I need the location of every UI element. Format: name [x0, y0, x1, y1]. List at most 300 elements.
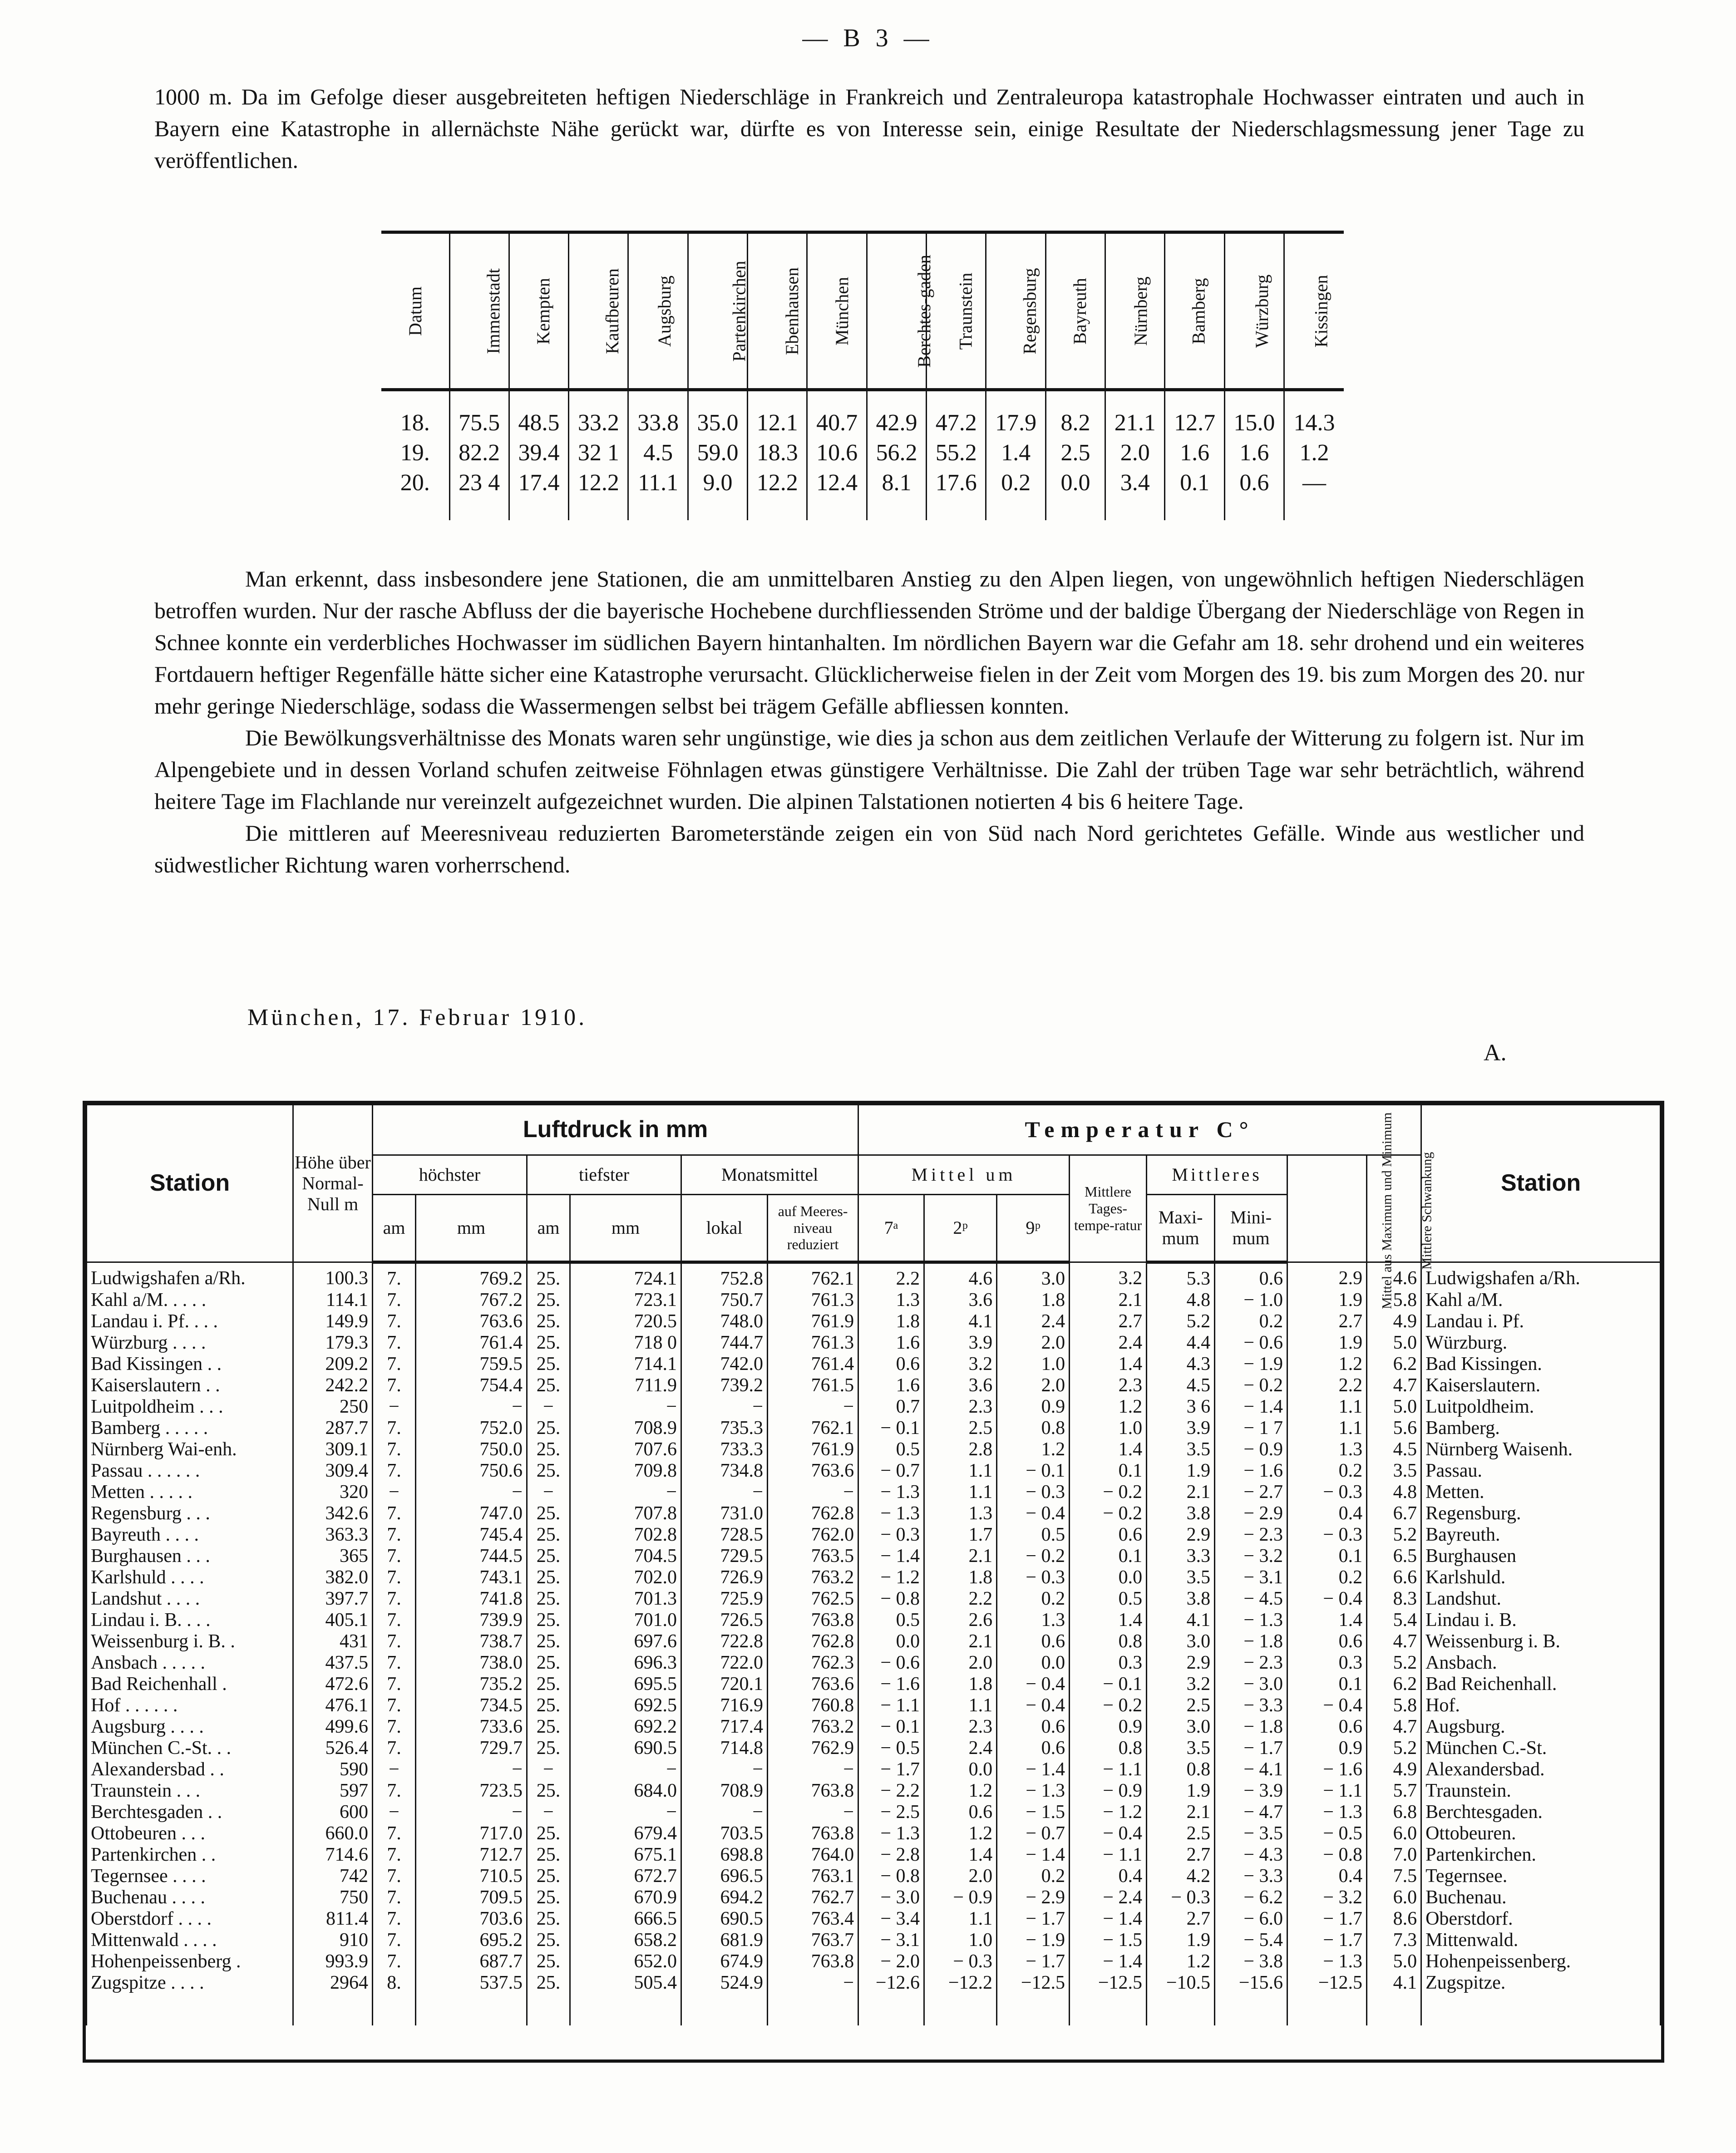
precip-cell: 75.5 [449, 390, 509, 438]
min-day-cell: 25. [527, 1460, 570, 1482]
precip-cell: 17.9 [986, 390, 1046, 438]
precip-cell: 0.0 [1046, 468, 1105, 498]
elevation-cell: 993.9 [293, 1951, 373, 1972]
mean-min-cell: − 4.5 [1215, 1588, 1287, 1610]
station-name-right-cell: Bamberg. [1421, 1418, 1661, 1439]
elevation-cell: 287.7 [293, 1418, 373, 1439]
max-pressure-cell: 761.4 [416, 1332, 527, 1354]
body-paragraph: Die Bewölkungsverhältnisse des Monats waren sehr ungünstige, wie dies ja schon aus dem zeitlichen Verlaufe der Witterung zu folgern ist. Nur im Alpengebiete und in dessen Vorland schufen zeitweise Föhnlagen etwas günstigere Verhältnisse. Die Zahl der trüben Tage war sehr beträchtlich, während heitere Tage im Flachlande nur vereinzelt aufgezeichnet wurden. Die alpinen Talstationen notierten 4 bis 6 heitere Tage. [154, 725, 1584, 814]
temp-7a-cell: − 1.7 [858, 1759, 924, 1780]
daily-mean-temp-cell: − 2.4 [1070, 1887, 1147, 1908]
min-pressure-cell: − [570, 1482, 681, 1503]
spacer-cell [858, 1994, 924, 2025]
table-row [87, 1631, 1661, 1652]
precip-cell: 12.2 [569, 468, 628, 498]
date-cell: 20. [400, 469, 430, 496]
temp-2p-cell: 2.1 [924, 1546, 997, 1567]
min-day-cell: 25. [527, 1695, 570, 1716]
mean-local-cell: 703.5 [681, 1823, 768, 1844]
temp-2p-cell: 2.2 [924, 1588, 997, 1610]
table-row [381, 468, 1344, 498]
temp-7a-cell: 0.6 [858, 1354, 924, 1375]
precip-cell: 33.8 [628, 390, 688, 438]
temp-9p-cell: 1.3 [997, 1610, 1070, 1631]
precip-cell: 0.1 [1165, 468, 1224, 498]
station-name-right-cell: Berchtesgaden. [1421, 1802, 1661, 1823]
max-day-cell: 7. [373, 1866, 416, 1887]
daily-mean-temp-cell: 0.0 [1070, 1567, 1147, 1588]
table-row [87, 1972, 1661, 1994]
min-pressure-cell: 658.2 [570, 1930, 681, 1951]
mean-max-min-cell: − 1.7 [1287, 1908, 1367, 1930]
mean-max-min-cell: − 1.3 [1287, 1802, 1367, 1823]
min-day-cell: 25. [527, 1930, 570, 1951]
mean-min-cell: − 2.3 [1215, 1524, 1287, 1546]
mean-max-cell: 3.3 [1147, 1546, 1215, 1567]
mean-max-cell: 4.5 [1147, 1375, 1215, 1396]
min-day-cell: − [527, 1482, 570, 1503]
table-row [87, 1930, 1661, 1951]
temp-9p-cell: − 2.9 [997, 1887, 1070, 1908]
max-day-cell: 7. [373, 1738, 416, 1759]
mean-local-cell: − [681, 1759, 768, 1780]
max-pressure-cell: 712.7 [416, 1844, 527, 1866]
sea-level-header: auf Meeres-niveau reduziert [768, 1195, 858, 1262]
spacer-cell [381, 498, 449, 520]
precipitation-table [381, 231, 1344, 533]
mean-max-min-cell: −12.5 [1287, 1972, 1367, 1994]
elevation-cell: 397.7 [293, 1588, 373, 1610]
min-day-cell: 25. [527, 1631, 570, 1652]
spacer-cell [997, 1994, 1070, 2025]
station-name-cell: Buchenau . . . . [87, 1887, 293, 1908]
temp-2p-cell: 1.1 [924, 1908, 997, 1930]
spacer-cell [293, 1994, 373, 2025]
max-day-cell: 7. [373, 1567, 416, 1588]
elevation-cell: 365 [293, 1546, 373, 1567]
min-day-cell: 25. [527, 1823, 570, 1844]
max-pressure-cell: − [416, 1802, 527, 1823]
mean-local-cell: 733.3 [681, 1439, 768, 1460]
station-name-cell: Tegernsee . . . . [87, 1866, 293, 1887]
max-pressure-cell: 733.6 [416, 1716, 527, 1738]
temp-7a-cell: − 2.8 [858, 1844, 924, 1866]
mean-max-min-cell: − 0.4 [1287, 1588, 1367, 1610]
mean-max-cell: 2.7 [1147, 1844, 1215, 1866]
temp-9p-cell: − 1.4 [997, 1844, 1070, 1866]
daily-mean-temp-cell: 0.9 [1070, 1716, 1147, 1738]
station-name-cell: Bamberg . . . . . [87, 1418, 293, 1439]
mean-range-cell: 8.3 [1367, 1588, 1421, 1610]
monthly-mean-header: Monatsmittel [681, 1155, 858, 1195]
temp-7a-cell: − 0.5 [858, 1738, 924, 1759]
max-day-cell: 7. [373, 1332, 416, 1354]
mean-max-cell: 3.2 [1147, 1674, 1215, 1695]
mean-max-cell: 3.8 [1147, 1588, 1215, 1610]
temp-2p-cell: 1.0 [924, 1930, 997, 1951]
min-day-cell: 25. [527, 1844, 570, 1866]
max-pressure-cell: − [416, 1759, 527, 1780]
table-row [87, 1290, 1661, 1311]
min-pressure-cell: 709.8 [570, 1460, 681, 1482]
precip-header: Berchtes-gaden [867, 234, 926, 390]
mean-min-cell: − 1.0 [1215, 1290, 1287, 1311]
spacer-cell [87, 1994, 293, 2025]
precip-cell: 32 1 [569, 438, 628, 468]
table-row [87, 1908, 1661, 1930]
temp-9p-cell: 1.8 [997, 1290, 1070, 1311]
mean-sea-level-cell: 761.3 [768, 1290, 858, 1311]
table-row [87, 1738, 1661, 1759]
elevation-cell: 363.3 [293, 1524, 373, 1546]
elevation-cell: 499.6 [293, 1716, 373, 1738]
temp-7a-cell: 0.0 [858, 1631, 924, 1652]
temp-2p-cell: 1.4 [924, 1844, 997, 1866]
precip-cell: 1.6 [1165, 438, 1224, 468]
max-day-cell: 7. [373, 1439, 416, 1460]
max-pressure-cell: 734.5 [416, 1695, 527, 1716]
temp-9p-cell: − 1.5 [997, 1802, 1070, 1823]
mean-sea-level-cell: − [768, 1482, 858, 1503]
temp-7a-cell: − 0.1 [858, 1716, 924, 1738]
precip-cell: 2.0 [1105, 438, 1165, 468]
daily-mean-temp-cell: 0.8 [1070, 1738, 1147, 1759]
page-header: — B 3 — [802, 24, 934, 52]
spacer-cell [1215, 1994, 1287, 2025]
temp-9p-cell: − 0.4 [997, 1503, 1070, 1524]
mean-min-cell: − 5.4 [1215, 1930, 1287, 1951]
mean-range-cell: 4.7 [1367, 1375, 1421, 1396]
mean-local-cell: 725.9 [681, 1588, 768, 1610]
max-day-cell: 7. [373, 1262, 416, 1290]
station-name-cell: Bayreuth . . . . [87, 1524, 293, 1546]
mean-local-cell: 742.0 [681, 1354, 768, 1375]
temp-7a-cell: 1.8 [858, 1311, 924, 1332]
temp-7a-cell: 0.5 [858, 1610, 924, 1631]
precip-cell: 3.4 [1105, 468, 1165, 498]
station-name-cell: Nürnberg Wai-enh. [87, 1439, 293, 1460]
temp-9p-cell: 1.2 [997, 1439, 1070, 1460]
mean-min-cell: − 0.2 [1215, 1375, 1287, 1396]
mean-range-cell: 4.7 [1367, 1631, 1421, 1652]
temp-7a-cell: − 3.1 [858, 1930, 924, 1951]
mean-sea-level-cell: 763.4 [768, 1908, 858, 1930]
mean-min-cell: 0.6 [1215, 1262, 1287, 1290]
spacer-cell [1165, 498, 1224, 520]
temp-7a-cell: − 2.0 [858, 1951, 924, 1972]
temp-9p-cell: − 0.7 [997, 1823, 1070, 1844]
temp-2p-cell: 1.2 [924, 1780, 997, 1802]
precip-cell: 55.2 [927, 438, 986, 468]
max-day-cell: 7. [373, 1524, 416, 1546]
min-day-cell: − [527, 1759, 570, 1780]
table-row-spacer [87, 1994, 1661, 2025]
precip-cell: 10.6 [807, 438, 867, 468]
elevation-cell: 342.6 [293, 1503, 373, 1524]
precip-cell: 42.9 [867, 390, 926, 438]
daily-mean-temp-cell: 1.4 [1070, 1354, 1147, 1375]
min-day-cell: 25. [527, 1262, 570, 1290]
mean-min-cell: − 2.7 [1215, 1482, 1287, 1503]
mean-max-min-cell: 0.4 [1287, 1503, 1367, 1524]
spacer-cell [867, 498, 926, 520]
temp-7a-cell: − 1.3 [858, 1503, 924, 1524]
mean-local-cell: 744.7 [681, 1332, 768, 1354]
table-row [87, 1588, 1661, 1610]
mean-range-cell: 4.8 [1367, 1482, 1421, 1503]
mean-max-cell: 4.2 [1147, 1866, 1215, 1887]
max-day-cell: 7. [373, 1503, 416, 1524]
body-text [154, 563, 1584, 881]
mean-local-cell: 752.8 [681, 1262, 768, 1290]
station-name-right-cell: Kahl a/M. [1421, 1290, 1661, 1311]
station-name-cell: Mittenwald . . . . [87, 1930, 293, 1951]
spacer-cell [1070, 1994, 1147, 2025]
table-row [87, 1418, 1661, 1439]
temp-2p-cell: 1.8 [924, 1674, 997, 1695]
temp-9p-cell: − 1.3 [997, 1780, 1070, 1802]
mean-max-min-cell: 1.1 [1287, 1396, 1367, 1418]
station-name-cell: Hohenpeissenberg . [87, 1951, 293, 1972]
precip-cell: 8.1 [867, 468, 926, 498]
precip-cell: 82.2 [449, 438, 509, 468]
highest-header: höchster [373, 1155, 527, 1195]
max-day-cell: 7. [373, 1716, 416, 1738]
mean-local-cell: 698.8 [681, 1844, 768, 1866]
min-pressure-cell: 652.0 [570, 1951, 681, 1972]
station-name-cell: Partenkirchen . . [87, 1844, 293, 1866]
min-pressure-cell: 707.6 [570, 1439, 681, 1460]
mean-sea-level-cell: 763.7 [768, 1930, 858, 1951]
mean-local-cell: 734.8 [681, 1460, 768, 1482]
elevation-cell: 714.6 [293, 1844, 373, 1866]
station-name-cell: Landau i. Pf. . . . [87, 1311, 293, 1332]
temp-9p-cell: − 0.3 [997, 1567, 1070, 1588]
mean-range-cell: 8.6 [1367, 1908, 1421, 1930]
max-pressure-cell: 738.0 [416, 1652, 527, 1674]
max-day-cell: 7. [373, 1951, 416, 1972]
mean-range-cell: 6.2 [1367, 1674, 1421, 1695]
temp-9p-cell: − 0.2 [997, 1546, 1070, 1567]
mean-sea-level-cell: − [768, 1802, 858, 1823]
mean-range-cell: 5.0 [1367, 1951, 1421, 1972]
mean-sea-level-cell: 760.8 [768, 1695, 858, 1716]
station-header: Station [87, 1105, 293, 1262]
elevation-header: Höhe über Normal-Null m [293, 1105, 373, 1262]
max-pressure-cell: 735.2 [416, 1674, 527, 1695]
mean-sea-level-cell: 761.9 [768, 1311, 858, 1332]
min-pressure-cell: 690.5 [570, 1738, 681, 1759]
daily-mean-temp-cell: − 0.9 [1070, 1780, 1147, 1802]
mean-max-min-cell: − 1.3 [1287, 1951, 1367, 1972]
mean-range-cell: 5.0 [1367, 1396, 1421, 1418]
min-day-cell: 25. [527, 1908, 570, 1930]
station-name-right-cell: Ottobeuren. [1421, 1823, 1661, 1844]
daily-mean-temp-cell: −12.5 [1070, 1972, 1147, 1994]
precip-cell: 2.5 [1046, 438, 1105, 468]
station-name-right-cell: Hohenpeissenberg. [1421, 1951, 1661, 1972]
spacer-cell [768, 1994, 858, 2025]
temp-2p-cell: 2.1 [924, 1631, 997, 1652]
temp-7a-cell: 0.7 [858, 1396, 924, 1418]
mean-sea-level-cell: − [768, 1759, 858, 1780]
station-name-right-cell: Alexandersbad. [1421, 1759, 1661, 1780]
station-name-cell: München C.-St. . . [87, 1738, 293, 1759]
table-row [87, 1780, 1661, 1802]
temp-9p-cell: − 0.4 [997, 1674, 1070, 1695]
mean-sea-level-cell: 762.8 [768, 1631, 858, 1652]
header-row [87, 1105, 1661, 1155]
elevation-cell: 431 [293, 1631, 373, 1652]
precip-cell: 15.0 [1224, 390, 1284, 438]
precip-cell: 1.2 [1284, 438, 1344, 468]
mean-range-cell: 7.5 [1367, 1866, 1421, 1887]
spacer-cell [1105, 498, 1165, 520]
mean-max-min-cell: − 3.2 [1287, 1887, 1367, 1908]
mean-local-cell: 739.2 [681, 1375, 768, 1396]
station-name-cell: Luitpoldheim . . . [87, 1396, 293, 1418]
table-row [87, 1482, 1661, 1503]
date-line: München, 17. Februar 1910. [247, 1005, 587, 1030]
elevation-cell: 597 [293, 1780, 373, 1802]
station-name-right-cell: Passau. [1421, 1460, 1661, 1482]
mean-range-cell: 4.9 [1367, 1311, 1421, 1332]
precip-cell: 39.4 [509, 438, 568, 468]
mean-range-cell: 6.2 [1367, 1354, 1421, 1375]
max-pressure-cell: 703.6 [416, 1908, 527, 1930]
mean-local-cell: 694.2 [681, 1887, 768, 1908]
mean-max-min-cell: − 1.7 [1287, 1930, 1367, 1951]
temp-7a-cell: − 1.6 [858, 1674, 924, 1695]
min-day-cell: 25. [527, 1951, 570, 1972]
station-name-right-cell: Luitpoldheim. [1421, 1396, 1661, 1418]
mean-min-cell: − 4.7 [1215, 1802, 1287, 1823]
mean-range-cell: 4.6 [1367, 1262, 1421, 1290]
mean-range-header: Mittlere Schwankung [1367, 1155, 1421, 1262]
daily-mean-temp-cell: 0.4 [1070, 1866, 1147, 1887]
min-pressure-cell: 708.9 [570, 1418, 681, 1439]
min-pressure-cell: − [570, 1802, 681, 1823]
min-pressure-cell: 707.8 [570, 1503, 681, 1524]
elevation-cell: 179.3 [293, 1332, 373, 1354]
temperature-header: Temperatur C° [858, 1105, 1421, 1155]
min-day-cell: 25. [527, 1972, 570, 1994]
precip-cell: 23 4 [449, 468, 509, 498]
station-name-right-cell: Würzburg. [1421, 1332, 1661, 1354]
am-header: am [527, 1195, 570, 1262]
max-pressure-cell: 752.0 [416, 1418, 527, 1439]
mean-max-cell: 3.8 [1147, 1503, 1215, 1524]
mean-range-cell: 3.5 [1367, 1460, 1421, 1482]
mean-max-min-cell: − 0.3 [1287, 1482, 1367, 1503]
body-paragraph: Man erkennt, dass insbesondere jene Stationen, die am unmittelbaren Anstieg zu den Alpen liegen, von ungewöhnlich heftigen Niederschlägen betroffen wurden. Nur der rasche Abfluss der die bayerische Hochebene durchfliessenden Ströme und der baldige Übergang der Niederschläge von Regen in Schnee konnte ein verderbliches Hochwasser im südlichen Bayern hintanhalten. Im nördlichen Bayern war die Gefahr am 18. sehr drohend und ein weiteres Fortdauern heftiger Regenfälle hätte sicher eine Katastrophe verursacht. Glücklicherweise fielen in der Zeit vom Morgen des 19. bis zum Morgen des 20. nur mehr geringe Niederschläge, sodass die Wassermengen selbst bei trägem Gefälle abfliessen konnten. [154, 566, 1584, 719]
station-name-right-cell: Ludwigshafen a/Rh. [1421, 1262, 1661, 1290]
elevation-cell: 811.4 [293, 1908, 373, 1930]
mean-sea-level-cell: 763.5 [768, 1546, 858, 1567]
station-name-cell: Zugspitze . . . . [87, 1972, 293, 1994]
mean-min-cell: − 1.7 [1215, 1738, 1287, 1759]
local-header: lokal [681, 1195, 768, 1262]
min-pressure-cell: 666.5 [570, 1908, 681, 1930]
mean-sea-level-cell: − [768, 1972, 858, 1994]
station-name-cell: Ansbach . . . . . [87, 1652, 293, 1674]
spacer-cell [1421, 1994, 1661, 2025]
mean-min-cell: − 2.3 [1215, 1652, 1287, 1674]
table-row [87, 1439, 1661, 1460]
max-day-cell: 7. [373, 1674, 416, 1695]
min-day-cell: 25. [527, 1780, 570, 1802]
elevation-cell: 476.1 [293, 1695, 373, 1716]
mean-min-cell: − 1 7 [1215, 1418, 1287, 1439]
min-pressure-cell: 720.5 [570, 1311, 681, 1332]
mean-sea-level-cell: 762.8 [768, 1503, 858, 1524]
min-day-cell: 25. [527, 1332, 570, 1354]
station-name-right-cell: Bad Kissingen. [1421, 1354, 1661, 1375]
table-row [87, 1951, 1661, 1972]
mean-max-cell: 2.1 [1147, 1482, 1215, 1503]
elevation-cell: 320 [293, 1482, 373, 1503]
mean-max-cell: − 0.3 [1147, 1887, 1215, 1908]
min-day-cell: 25. [527, 1887, 570, 1908]
precip-cell: 40.7 [807, 390, 867, 438]
spacer-cell [1287, 1994, 1367, 2025]
table-row [87, 1887, 1661, 1908]
temp-2p-cell: 3.6 [924, 1375, 997, 1396]
station-name-right-cell: Nürnberg Waisenh. [1421, 1439, 1661, 1460]
mean-local-cell: − [681, 1396, 768, 1418]
mean-max-min-cell: 1.4 [1287, 1610, 1367, 1631]
max-pressure-cell: 729.7 [416, 1738, 527, 1759]
mean-max-cell: 2.5 [1147, 1823, 1215, 1844]
intro-paragraph [154, 81, 1584, 176]
min-pressure-cell: 714.1 [570, 1354, 681, 1375]
station-name-right-cell: Hof. [1421, 1695, 1661, 1716]
daily-mean-temp-cell: 0.1 [1070, 1546, 1147, 1567]
mean-local-cell: 708.9 [681, 1780, 768, 1802]
min-day-cell: 25. [527, 1375, 570, 1396]
table-row [87, 1311, 1661, 1332]
mean-local-cell: 716.9 [681, 1695, 768, 1716]
precip-header: München [807, 234, 867, 390]
precip-header: Kissingen [1284, 234, 1344, 390]
max-day-cell: 7. [373, 1631, 416, 1652]
temp-9p-cell: 0.6 [997, 1631, 1070, 1652]
temp-2p-cell: 4.1 [924, 1311, 997, 1332]
temp-7a-cell: − 0.1 [858, 1418, 924, 1439]
spacer-cell [1147, 1994, 1215, 2025]
precip-cell: 1.4 [986, 438, 1046, 468]
mean-max-min-cell: − 0.8 [1287, 1844, 1367, 1866]
precip-cell: 8.2 [1046, 390, 1105, 438]
max-day-cell: − [373, 1482, 416, 1503]
mean-range-cell: 5.0 [1367, 1332, 1421, 1354]
mean-min-cell: − 3.2 [1215, 1546, 1287, 1567]
mean-max-cell: 3 6 [1147, 1396, 1215, 1418]
min-day-cell: 25. [527, 1524, 570, 1546]
max-day-cell: 7. [373, 1930, 416, 1951]
mean-local-cell: 726.9 [681, 1567, 768, 1588]
7a-header: 7ᵃ [858, 1195, 924, 1262]
elevation-cell: 309.1 [293, 1439, 373, 1460]
min-day-cell: 25. [527, 1738, 570, 1759]
station-name-cell: Landshut . . . . [87, 1588, 293, 1610]
temp-9p-cell: 3.0 [997, 1262, 1070, 1290]
min-pressure-cell: 697.6 [570, 1631, 681, 1652]
elevation-cell: 149.9 [293, 1311, 373, 1332]
station-name-right-cell: Karlshuld. [1421, 1567, 1661, 1588]
max-pressure-cell: − [416, 1396, 527, 1418]
mean-max-min-cell: 0.4 [1287, 1866, 1367, 1887]
